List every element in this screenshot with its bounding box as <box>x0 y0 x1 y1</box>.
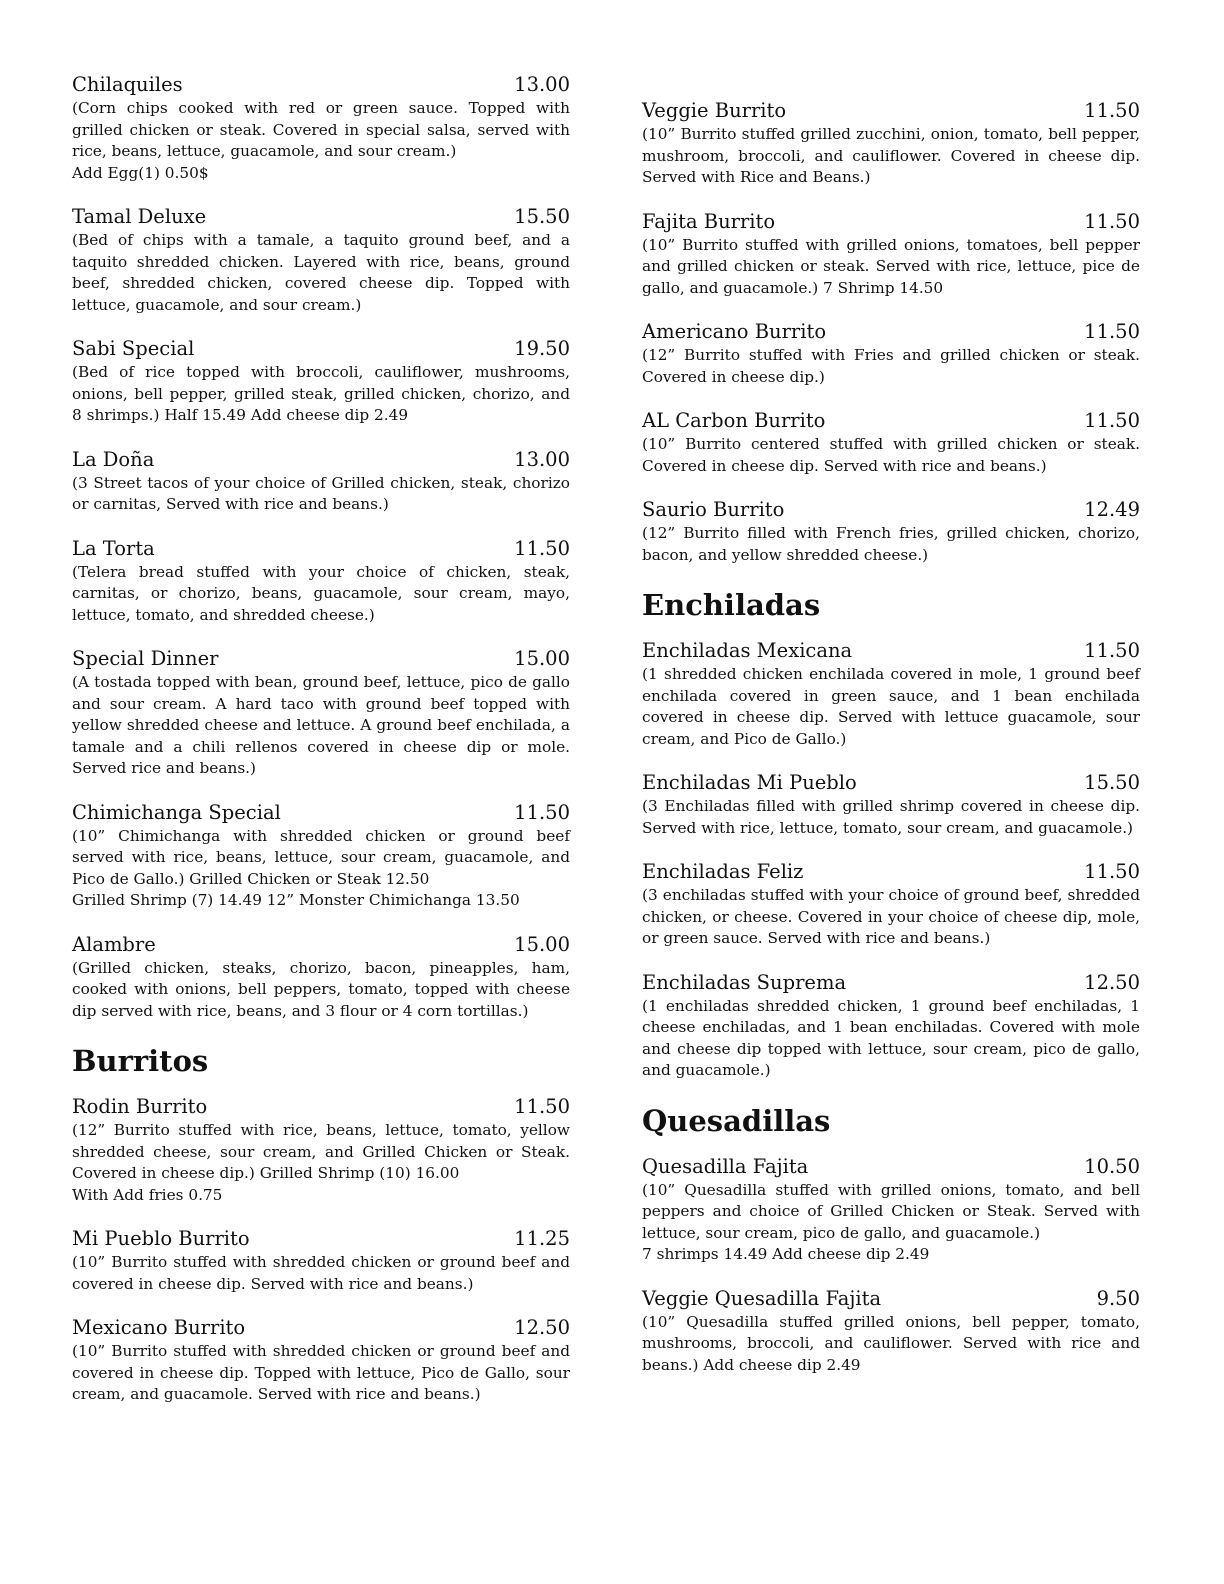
menu-item <box>72 336 570 427</box>
menu-item-name: Saurio Burrito <box>642 498 785 521</box>
menu-item-header <box>72 336 570 362</box>
specials-list <box>72 72 570 1022</box>
menu-item-header <box>642 1286 1140 1312</box>
menu-item-description: (1 enchiladas shredded chicken, 1 ground beef enchiladas, 1 cheese enchiladas, and 1 bean enchiladas. Covered with mole and cheese dip topped with lettuce, sour cream, pico de gallo, and guacamole.) <box>642 996 1140 1079</box>
menu-item-description: (3 Street tacos of your choice of Grilled chicken, steak, chorizo or carnitas, Served with rice and beans.) <box>72 473 570 513</box>
menu-item-header <box>642 408 1140 434</box>
menu-item-price: 11.50 <box>514 536 570 560</box>
menu-item-name: Enchiladas Suprema <box>642 970 847 994</box>
left-column <box>72 72 570 1426</box>
menu-item-price: 9.50 <box>1096 1286 1140 1310</box>
menu-item-description: (1 shredded chicken enchilada covered in mole, 1 ground beef enchilada covered in green sauce, and 1 bean enchilada covered in cheese dip. Served with lettuce guacamole, sour cream, and Pico de Gallo.) <box>642 665 1140 748</box>
menu-item-description: (10” Burrito stuffed grilled zucchini, onion, tomato, bell pepper, mushroom, broccoli, and cauliflower. Covered in cheese dip. Served with Rice and Beans.) <box>642 125 1140 186</box>
menu-item <box>642 1286 1140 1377</box>
menu-item-description: (Bed of chips with a tamale, a taquito ground beef, and a taquito shredded chicken. Layered with rice, beans, ground beef, shredded chicken, covered cheese dip. Topped with lettuce, guacamole, and sour cream.) <box>72 231 570 314</box>
menu-item <box>72 204 570 316</box>
menu-item-header <box>72 800 570 826</box>
menu-item-price: 10.50 <box>1084 1154 1140 1178</box>
menu-item <box>72 72 570 184</box>
menu-item-header <box>72 646 570 672</box>
menu-item-name: Enchiladas Mi Pueblo <box>642 771 857 794</box>
menu-item <box>72 1094 570 1206</box>
menu-item <box>72 1315 570 1406</box>
menu-item-name: Fajita Burrito <box>642 209 776 233</box>
menu-item <box>72 536 570 627</box>
menu-item-name: Mexicano Burrito <box>72 1316 246 1339</box>
menu-item-description: (A tostada topped with bean, ground beef, lettuce, pico de gallo and sour cream. A hard taco with ground beef topped with yellow shredded cheese and lettuce. A ground beef enchilada, a tamale and a chili rellenos covered in cheese dip or mole. Served rice and beans.) <box>72 673 570 777</box>
menu-item-name: Rodin Burrito <box>72 1095 208 1118</box>
menu-item <box>72 932 570 1023</box>
menu-item-name: AL Carbon Burrito <box>642 409 826 432</box>
menu-item-header <box>72 204 570 230</box>
menu-item-name: Americano Burrito <box>642 320 827 343</box>
menu-item-description: (Bed of rice topped with broccoli, cauliflower, mushrooms, onions, bell pepper, grilled steak, grilled chicken, chorizo, and 8 shrimps.) Half 15.49 Add cheese dip 2.49 <box>72 363 570 424</box>
menu-item-description: (12” Burrito stuffed with Fries and grilled chicken or steak. Covered in cheese dip.) <box>642 346 1140 386</box>
menu-item-price: 11.25 <box>514 1227 570 1250</box>
menu-item-header <box>642 497 1140 523</box>
menu-item-header <box>642 319 1140 345</box>
menu-item-price: 12.50 <box>514 1316 570 1339</box>
menu-item-price: 11.50 <box>1084 639 1140 662</box>
menu-item-name: Mi Pueblo Burrito <box>72 1227 250 1250</box>
menu-item <box>642 859 1140 950</box>
menu-item-price: 11.50 <box>1084 409 1140 432</box>
menu-item-price: 12.49 <box>1084 498 1140 521</box>
menu-item-description: (10” Quesadilla stuffed with grilled onions, tomato, and bell peppers and choice of Grilled Chicken or Steak. Served with lettuce, sour cream, pico de gallo, and guacamole.) <box>642 1180 1140 1242</box>
menu-item-description: (3 enchiladas stuffed with your choice of ground beef, shredded chicken, or cheese. Covered in your choice of cheese dip, mole, or green sauce. Served with rice and beans.) <box>642 886 1140 947</box>
menu-item-price: 15.50 <box>514 205 570 228</box>
menu-item-header <box>72 932 570 958</box>
menu-item-description: (Telera bread stuffed with your choice of chicken, steak, carnitas, or chorizo, beans, guacamole, sour cream, mayo, lettuce, tomato, and shredded cheese.) <box>72 562 570 624</box>
menu-item-description: (10” Burrito stuffed with shredded chicken or ground beef and covered in cheese dip. Served with rice and beans.) <box>72 1253 570 1293</box>
menu-item-name: Chilaquiles <box>72 73 183 96</box>
burritos-list <box>72 1094 570 1406</box>
menu-item-price: 11.50 <box>1084 860 1140 883</box>
menu-item-header <box>642 859 1140 885</box>
menu-item-description: (12” Burrito stuffed with rice, beans, lettuce, tomato, yellow shredded cheese, sour cream, and Grilled Chicken or Steak. Covered in cheese dip.) Grilled Shrimp (10) 16.00 <box>72 1121 570 1182</box>
menu-item <box>642 98 1140 189</box>
menu-item-name: Sabi Special <box>72 337 195 360</box>
menu-item <box>642 319 1140 388</box>
menu-item-header <box>642 638 1140 664</box>
menu-item-extra: With Add fries 0.75 <box>72 1185 223 1204</box>
menu-item-description: (10” Quesadilla stuffed grilled onions, bell pepper, tomato, mushrooms, broccoli, and cauliflower. Served with rice and beans.) Add cheese dip 2.49 <box>642 1312 1140 1374</box>
menu-item-header <box>642 98 1140 124</box>
menu-item-price: 13.00 <box>514 73 570 96</box>
menu-item-price: 11.50 <box>1084 209 1140 233</box>
right-column <box>642 98 1140 1396</box>
menu-item-name: Quesadilla Fajita <box>642 1154 809 1178</box>
menu-item <box>642 638 1140 750</box>
menu-item-header <box>642 209 1140 235</box>
menu-item-name: Tamal Deluxe <box>72 205 207 228</box>
menu-item-description: (10” Burrito stuffed with shredded chicken or ground beef and covered in cheese dip. Topped with lettuce, Pico de Gallo, sour cream, and guacamole. Served with rice and beans.) <box>72 1342 570 1403</box>
section-title-quesadillas: Quesadillas <box>642 1103 831 1138</box>
menu-item <box>72 1226 570 1295</box>
menu-item-price: 19.50 <box>514 337 570 360</box>
burritos-list-continued <box>642 98 1140 566</box>
menu-item-name: Veggie Burrito <box>642 99 787 122</box>
menu-item-price: 11.50 <box>514 1095 570 1118</box>
menu-item-header <box>72 72 570 98</box>
menu-item <box>72 447 570 516</box>
menu-item <box>642 770 1140 839</box>
menu-item-name: Alambre <box>72 932 156 956</box>
menu-item-name: La Torta <box>72 536 155 560</box>
menu-item-header <box>72 447 570 473</box>
quesadillas-list <box>642 1154 1140 1377</box>
menu-item-description: (3 Enchiladas filled with grilled shrimp covered in cheese dip. Served with rice, lettuce, tomato, sour cream, and guacamole.) <box>642 797 1140 837</box>
menu-item <box>72 800 570 912</box>
section-title-enchiladas: Enchiladas <box>642 588 821 622</box>
menu-item-price: 11.50 <box>514 800 570 824</box>
menu-item-price: 12.50 <box>1084 970 1140 994</box>
menu-item-name: Special Dinner <box>72 647 219 670</box>
menu-item <box>642 1154 1140 1266</box>
menu-item-price: 15.00 <box>514 647 570 670</box>
menu-item-description: (10” Chimichanga with shredded chicken or ground beef served with rice, beans, lettuce, sour cream, guacamole, and Pico de Gallo.) Grilled Chicken or Steak 12.50 <box>72 826 570 888</box>
menu-item-description: (10” Burrito stuffed with grilled onions, tomatoes, bell pepper and grilled chicken or steak. Served with rice, lettuce, pice de gallo, and guacamole.) 7 Shrimp 14.50 <box>642 235 1140 297</box>
section-title-burritos: Burritos <box>72 1044 209 1078</box>
menu-item-price: 11.50 <box>1084 99 1140 122</box>
menu-item-extra: Add Egg(1) 0.50$ <box>72 163 209 182</box>
menu-item-extra: Grilled Shrimp (7) 14.49 12” Monster Chimichanga 13.50 <box>72 891 520 909</box>
menu-item-name: Veggie Quesadilla Fajita <box>642 1286 882 1310</box>
menu-item-description: (Grilled chicken, steaks, chorizo, bacon, pineapples, ham, cooked with onions, bell peppers, tomato, topped with cheese dip served with rice, beans, and 3 flour or 4 corn tortillas.) <box>72 958 570 1020</box>
menu-item-name: La Doña <box>72 447 155 471</box>
enchiladas-list <box>642 638 1140 1082</box>
menu-item-header <box>72 536 570 562</box>
menu-item-header <box>642 770 1140 796</box>
menu-item <box>72 646 570 780</box>
menu-item-description: (12” Burrito filled with French fries, grilled chicken, chorizo, bacon, and yellow shredded cheese.) <box>642 524 1140 564</box>
menu-item-name: Enchiladas Mexicana <box>642 639 853 662</box>
menu-item-price: 13.00 <box>514 447 570 471</box>
menu-item-extra: 7 shrimps 14.49 Add cheese dip 2.49 <box>642 1245 930 1263</box>
menu-item-name: Chimichanga Special <box>72 800 281 824</box>
menu-item-price: 11.50 <box>1084 320 1140 343</box>
menu-item-header <box>642 970 1140 996</box>
menu-item <box>642 408 1140 477</box>
menu-item-header <box>72 1226 570 1252</box>
menu-item-header <box>642 1154 1140 1180</box>
menu-item <box>642 970 1140 1082</box>
menu-item-description: (Corn chips cooked with red or green sauce. Topped with grilled chicken or steak. Covered in special salsa, served with rice, beans, lettuce, guacamole, and sour cream.) <box>72 99 570 160</box>
menu-item-header <box>72 1315 570 1341</box>
menu-item <box>642 209 1140 300</box>
menu-item-description: (10” Burrito centered stuffed with grilled chicken or steak. Covered in cheese dip. Served with rice and beans.) <box>642 435 1140 475</box>
menu-item-price: 15.00 <box>514 932 570 956</box>
menu-item-price: 15.50 <box>1084 771 1140 794</box>
menu-item <box>642 497 1140 566</box>
menu-item-header <box>72 1094 570 1120</box>
menu-item-name: Enchiladas Feliz <box>642 860 804 883</box>
